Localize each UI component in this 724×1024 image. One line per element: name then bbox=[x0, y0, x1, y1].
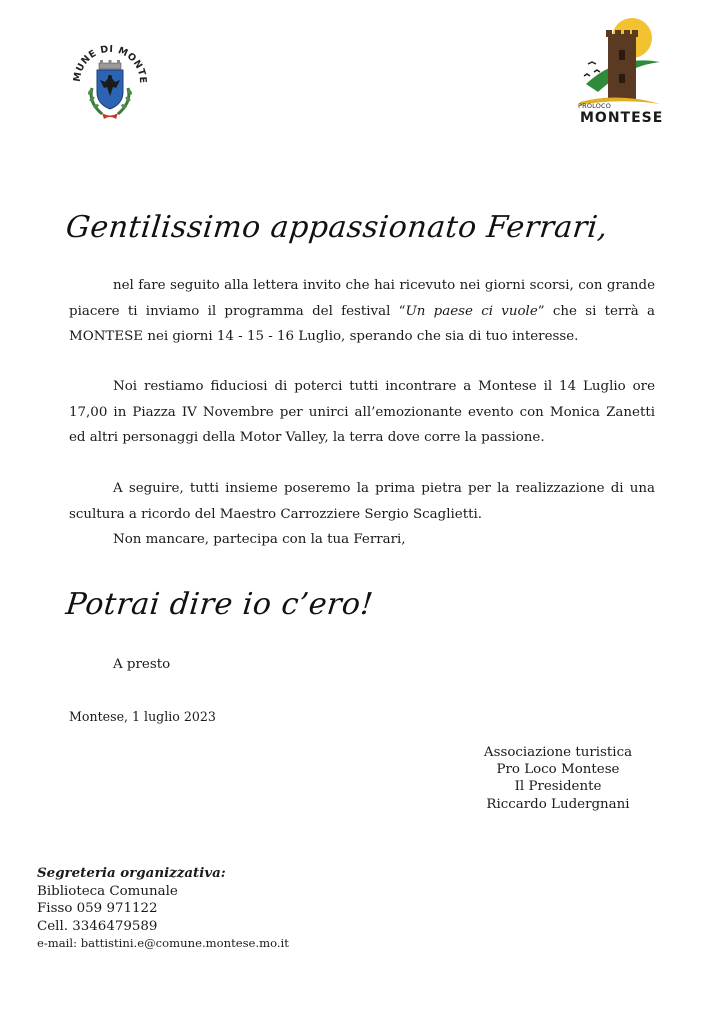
proloco-montese-logo bbox=[578, 14, 662, 130]
contacts-mobile: Cell. 3346479589 bbox=[37, 918, 158, 934]
contacts-email: e-mail: battistini.e@comune.montese.mo.it bbox=[37, 936, 289, 951]
paragraph-invitation-text: Non mancare, partecipa con la tua Ferrari, bbox=[113, 532, 406, 548]
comune-di-montese-logo bbox=[66, 36, 154, 124]
signature-line-role: Il Presidente bbox=[514, 779, 602, 795]
contacts-block bbox=[37, 865, 289, 953]
a-presto-text: A presto bbox=[113, 657, 171, 672]
proloco-montese-label: MONTESE bbox=[580, 110, 664, 126]
signature-line-proloco: Pro Loco Montese bbox=[496, 762, 620, 778]
paragraph-program bbox=[69, 273, 655, 350]
contacts-heading: Segreteria organizzativa: bbox=[37, 865, 226, 881]
signature-line-association: Associazione turistica bbox=[483, 745, 633, 760]
festival-title: Un paese ci vuole bbox=[405, 303, 538, 319]
paragraph-program-text-before: nel fare seguito alla lettera invito che hai ricevuto nei giorni scorsi, con grande piacere ti inviamo il programma del festival “ bbox=[69, 278, 655, 319]
paragraph-meeting-text: Noi restiamo fiduciosi di poterci tutti incontrare a Montese il 14 Luglio ore 17,00 in Piazza IV Novembre per unirci all’emozionante evento con Monica Zanetti ed altri personaggi della Motor Valley, la terra dove corre la passione. bbox=[69, 379, 655, 446]
signature-block bbox=[470, 744, 646, 813]
proloco-small-label: PROLOCO bbox=[578, 102, 612, 110]
paragraph-sculpture-text: A seguire, tutti insieme poseremo la prima pietra per la realizzazione di una scultura a ricordo del Maestro Carrozziere Sergio Scaglietti. bbox=[69, 481, 655, 522]
paragraph-program-text-after: ” che si terrà a MONTESE nei giorni 14 - 15 - 16 Luglio, sperando che sia di tuo interesse. bbox=[69, 303, 655, 345]
paragraph-sculpture bbox=[69, 476, 655, 553]
greeting-heading: Gentilissimo appassionato Ferrari, bbox=[64, 210, 610, 245]
contacts-office: Biblioteca Comunale bbox=[37, 883, 178, 899]
closing-heading: Potrai dire io c’ero! bbox=[64, 587, 375, 622]
contacts-phone: Fisso 059 971122 bbox=[37, 901, 158, 917]
paragraph-meeting bbox=[69, 374, 655, 451]
dateline: Montese, 1 luglio 2023 bbox=[69, 709, 216, 724]
signature-line-name: Riccardo Ludergnani bbox=[486, 796, 630, 812]
svg-text:COMUNE DI MONTESE: MUNE DI MONTE bbox=[71, 43, 149, 85]
